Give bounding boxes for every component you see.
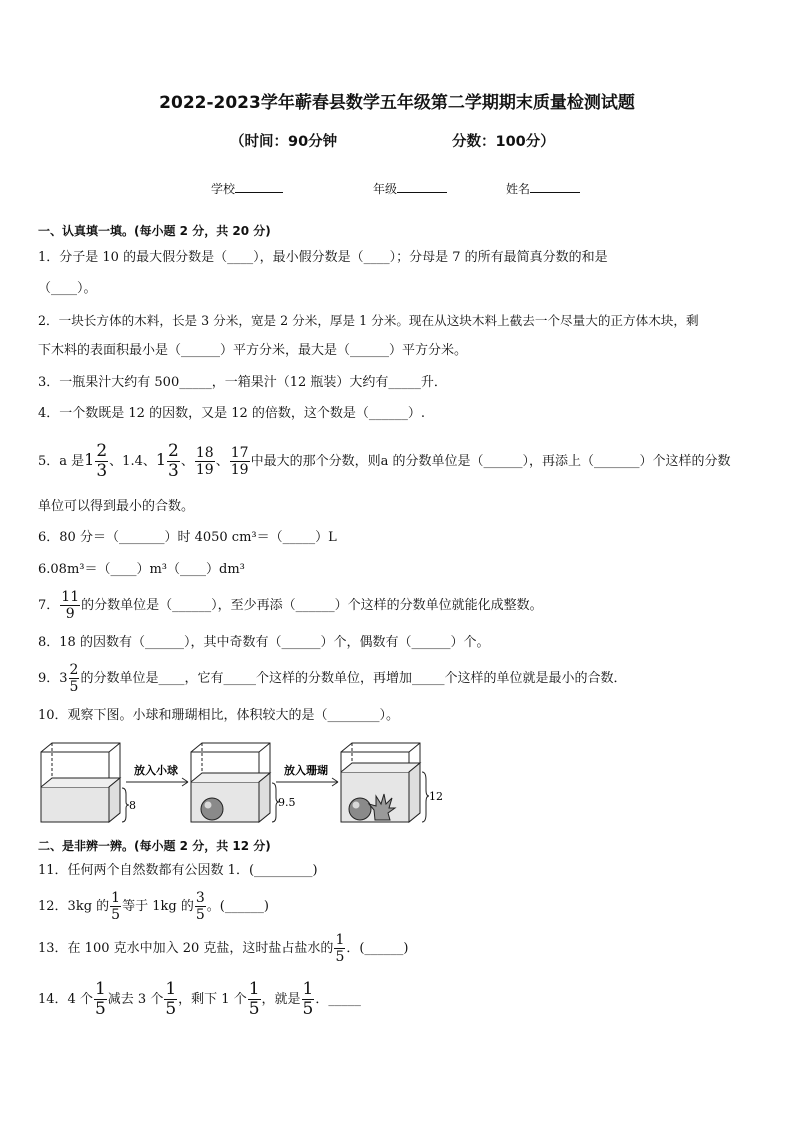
school-blank [235,180,283,193]
page-title: 2022-2023学年蕲春县数学五年级第二学期期末质量检测试题 [159,93,635,113]
question-2-line-2: 下木料的表面积最小是（______）平方分米，最大是（______）平方分米。 [38,343,468,358]
q13-fraction: $\frac{1}{5}$ [335,932,345,965]
q14-part-e: ．_____ [315,992,361,1007]
question-5-line-2: 单位可以得到最小的合数。 [38,499,195,514]
q14-part-b: 减去 3 个 [107,992,164,1007]
q9-prefix: 9．3 [38,671,68,686]
q13-part-a: 13．在 100 克水中加入 20 克盐，这时盐占盐水的 [38,941,334,956]
q5-separator-3: 、 [215,454,229,469]
name-label: 姓名 [506,182,531,196]
grade-blank [397,180,447,193]
q5-fraction-4: $\frac{17}{19}$ [230,445,249,478]
question-13 [38,930,409,968]
q14-part-a: 14．4 个 [38,992,93,1007]
section-1-heading: 一、认真填一填。(每小题 2 分，共 20 分) [38,224,271,238]
box-3-diagram [341,743,429,822]
q5-separator-2: 、 [180,454,194,469]
question-10: 10．观察下图。小球和珊瑚相比，体积较大的是（________）。 [38,708,400,723]
q7-rest: 的分数单位是（______），至少再添（______）个这样的分数单位就能化成整数。 [81,598,543,613]
q14-fraction-4: $\frac{1}{5}$ [302,979,314,1019]
height-label-1: 8 [129,799,136,812]
q12-part-c: 。(______) [206,899,269,914]
grade-field [373,180,447,197]
question-8: 8．18 的因数有（______），其中奇数有（______）个，偶数有（______）个。 [38,635,490,650]
q12-part-a: 12．3kg 的 [38,899,110,914]
q5-prefix: 5．a 是 [38,454,85,469]
q12-part-b: 等于 1kg 的 [122,899,194,914]
section-2-heading: 二、是非辨一辨。(每小题 2 分，共 12 分) [38,839,271,853]
q14-fraction-3: $\frac{1}{5}$ [248,979,260,1019]
question-14 [38,978,361,1022]
q5-rest: 中最大的那个分数，则a 的分数单位是（______），再添上（_______）个这样的分数 [250,454,731,469]
question-7 [38,588,543,624]
question-6-line-2: 6.08m³＝（____）m³（____）dm³ [38,562,245,577]
q5-fraction-3: $\frac{18}{19}$ [195,445,214,478]
q12-fraction-1: $\frac{1}{5}$ [111,890,121,923]
exam-score: 分数：100分） [452,134,555,150]
question-3: 3．一瓶果汁大约有 500_____，一箱果汁（12 瓶装）大约有_____升． [38,375,447,390]
box-1-diagram [41,743,129,822]
q5-fraction-2: $\frac{2}{3}$ [168,441,179,481]
school-field [211,180,283,197]
question-11: 11．任何两个自然数都有公因数 1．(_________) [38,863,318,878]
question-1-line-2: （____）。 [38,281,97,296]
q5-whole-2: 1 [155,450,167,469]
q13-part-b: ．(______) [346,941,409,956]
height-label-3: 12 [429,790,443,803]
question-6-line-1: 6．80 分＝（_______）时 4050 cm³＝（_____）L [38,530,337,545]
box-2-diagram [191,743,279,822]
arrow-2-label: 放入珊瑚 [284,764,328,777]
question-2-line-1: 2．一块长方体的木料，长是 3 分米，宽是 2 分米，厚是 1 分米。现在从这块木料上截去一个尽量大的正方体木块，剩 [38,313,699,328]
name-field [506,180,580,197]
q5-fraction-1: $\frac{2}{3}$ [96,441,108,481]
arrow-1-label: 放入小球 [134,764,178,777]
q9-fraction: $\frac{2}{5}$ [69,662,79,695]
grade-label: 年级 [373,182,398,196]
question-12 [38,888,269,926]
question-1-line-1: 1．分子是 10 的最大假分数是（____），最小假分数是（____）；分母是 7 的所有最简真分数的和是 [38,250,608,265]
q7-fraction: $\frac{11}{9}$ [61,589,80,622]
exam-time: （时间：90分钟 [230,134,338,150]
q9-rest: 的分数单位是____，它有_____个这样的分数单位，再增加_____个这样的单位就是最小的合数． [80,671,627,686]
question-9 [38,660,626,698]
height-label-2: 9.5 [278,796,296,809]
school-label: 学校 [211,182,236,196]
volume-figure [38,738,458,830]
q14-part-d: ，就是 [261,992,301,1007]
q5-whole-1: 1 [84,450,95,469]
q14-fraction-2: $\frac{1}{5}$ [165,979,177,1019]
q12-fraction-2: $\frac{3}{5}$ [195,890,205,923]
q14-fraction-1: $\frac{1}{5}$ [94,979,106,1019]
q14-part-c: ，剩下 1 个 [178,992,247,1007]
q7-prefix: 7． [38,598,60,613]
name-blank [530,180,580,193]
question-4: 4．一个数既是 12 的因数，又是 12 的倍数，这个数是（______）. [38,406,426,421]
question-5-line-1 [38,440,730,482]
q5-separator-1: 、1.4、 [109,454,156,469]
